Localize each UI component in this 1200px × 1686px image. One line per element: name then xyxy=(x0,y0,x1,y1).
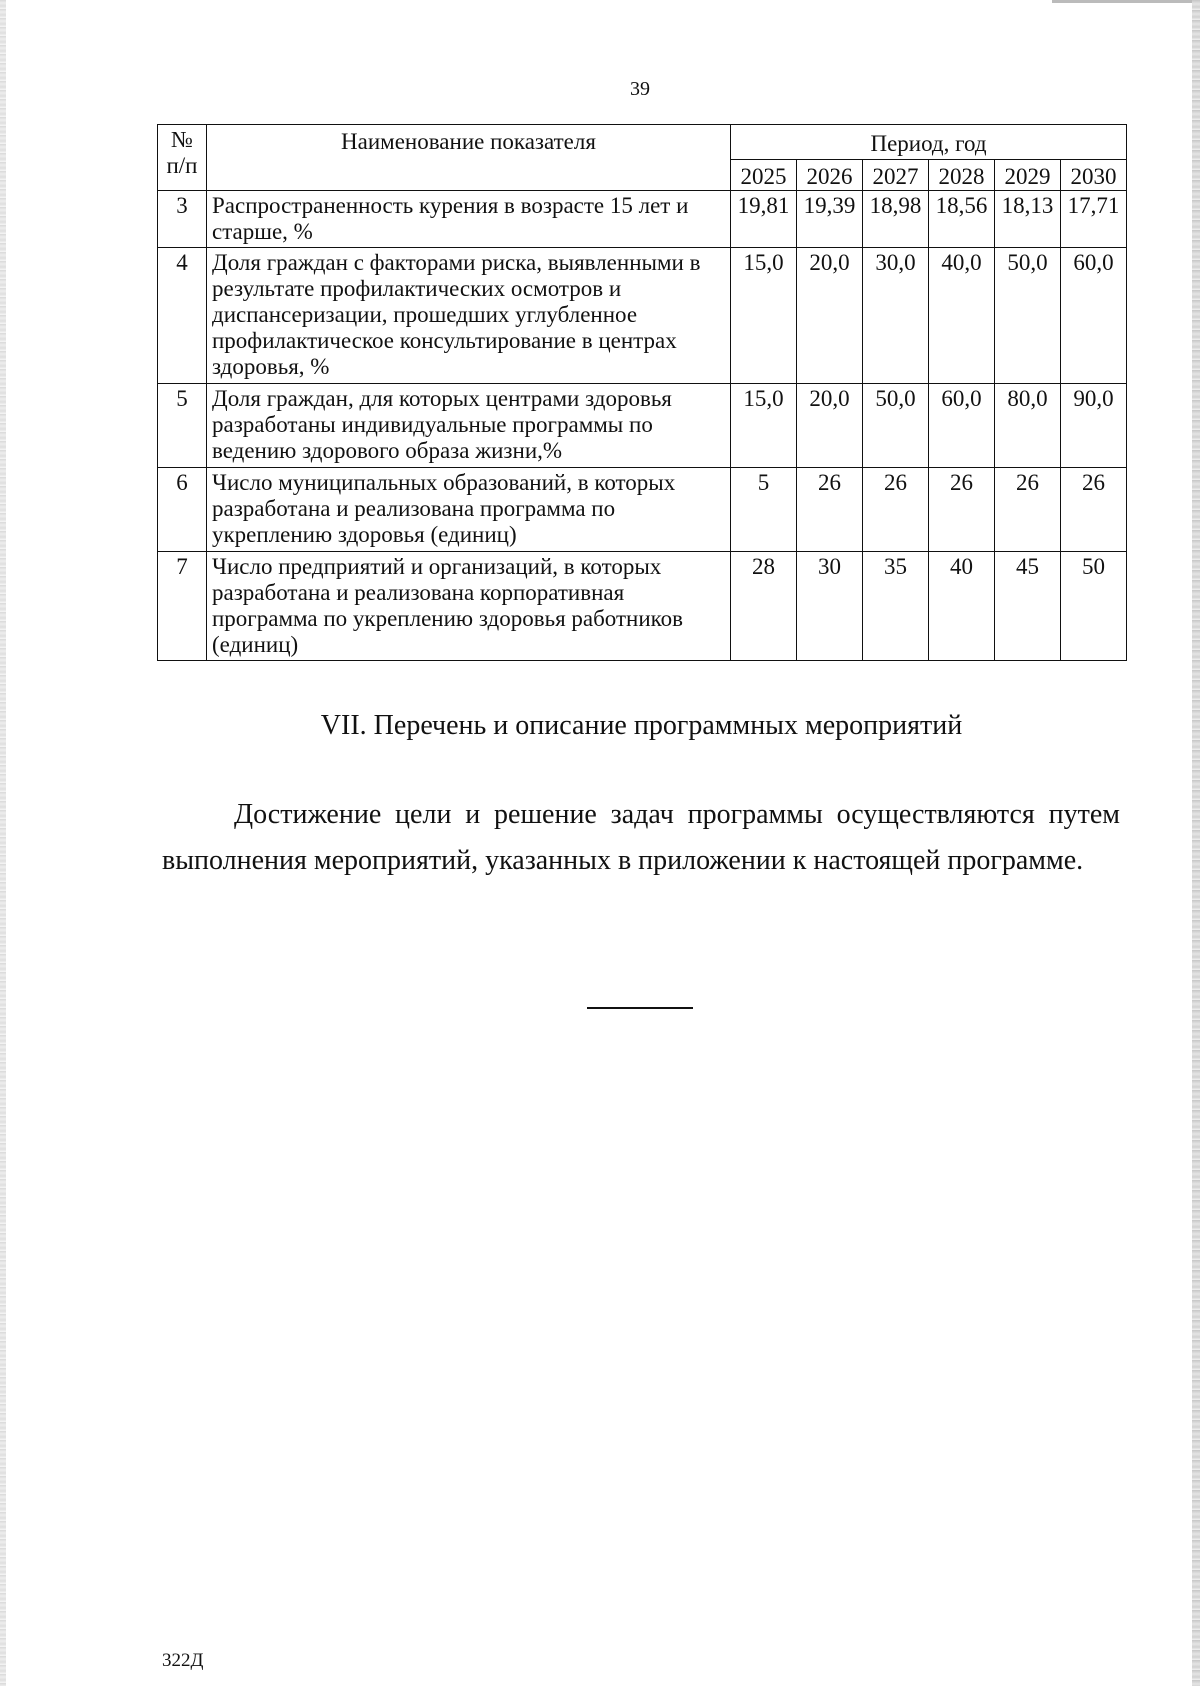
row-num: 7 xyxy=(158,552,207,661)
body-paragraph: Достижение цели и решение задач программы осуществляются путем выполнения мероприятий, указанных в приложении к настоящей программе. xyxy=(162,799,1120,876)
row-value: 40,0 xyxy=(929,248,995,384)
row-value: 50,0 xyxy=(995,248,1061,384)
row-value: 26 xyxy=(929,468,995,552)
row-num: 3 xyxy=(158,191,207,248)
scan-top-edge xyxy=(1052,0,1192,3)
header-year: 2025 xyxy=(731,160,797,191)
row-value: 15,0 xyxy=(731,384,797,468)
scan-edge-left xyxy=(0,0,6,1686)
row-value: 26 xyxy=(863,468,929,552)
row-value: 90,0 xyxy=(1061,384,1127,468)
page-number: 39 xyxy=(630,78,650,100)
document-code: 322Д xyxy=(162,1650,204,1671)
row-value: 30 xyxy=(797,552,863,661)
row-value: 50 xyxy=(1061,552,1127,661)
table-row xyxy=(158,552,1127,661)
row-num: 6 xyxy=(158,468,207,552)
header-year: 2030 xyxy=(1061,160,1127,191)
row-name: Число предприятий и организаций, в которых разработана и реализована корпоративная программа по укреплению здоровья работников (единиц) xyxy=(207,552,731,661)
row-value: 40 xyxy=(929,552,995,661)
row-value: 19,39 xyxy=(797,191,863,248)
row-num: 4 xyxy=(158,248,207,384)
row-value: 26 xyxy=(995,468,1061,552)
row-value: 20,0 xyxy=(797,384,863,468)
scan-edge-right xyxy=(1192,0,1200,1686)
row-value: 30,0 xyxy=(863,248,929,384)
section-heading: VII. Перечень и описание программных мероприятий xyxy=(320,710,963,741)
row-name: Доля граждан с факторами риска, выявленными в результате профилактических осмотров и диспансеризации, прошедших углубленное профилактическое консультирование в центрах здоровья, % xyxy=(207,248,731,384)
indicators-table xyxy=(157,124,1127,661)
row-value: 19,81 xyxy=(731,191,797,248)
row-value: 18,56 xyxy=(929,191,995,248)
row-value: 50,0 xyxy=(863,384,929,468)
table-row xyxy=(158,248,1127,384)
row-num: 5 xyxy=(158,384,207,468)
row-value: 80,0 xyxy=(995,384,1061,468)
table-row xyxy=(158,384,1127,468)
row-name: Распространенность курения в возрасте 15 лет и старше, % xyxy=(207,191,731,248)
row-value: 26 xyxy=(797,468,863,552)
header-num: № п/п xyxy=(158,125,207,191)
row-value: 17,71 xyxy=(1061,191,1127,248)
header-year: 2026 xyxy=(797,160,863,191)
row-value: 18,98 xyxy=(863,191,929,248)
header-name: Наименование показателя xyxy=(207,125,731,191)
header-year: 2028 xyxy=(929,160,995,191)
header-period: Период, год xyxy=(731,125,1127,160)
row-value: 20,0 xyxy=(797,248,863,384)
row-value: 15,0 xyxy=(731,248,797,384)
row-value: 26 xyxy=(1061,468,1127,552)
row-value: 60,0 xyxy=(929,384,995,468)
row-value: 35 xyxy=(863,552,929,661)
end-divider xyxy=(587,1007,693,1009)
row-value: 60,0 xyxy=(1061,248,1127,384)
row-value: 18,13 xyxy=(995,191,1061,248)
row-value: 45 xyxy=(995,552,1061,661)
table-row xyxy=(158,191,1127,248)
header-year: 2029 xyxy=(995,160,1061,191)
table-row xyxy=(158,468,1127,552)
row-value: 28 xyxy=(731,552,797,661)
row-value: 5 xyxy=(731,468,797,552)
table-header-row xyxy=(158,125,1127,160)
row-name: Число муниципальных образований, в которых разработана и реализована программа по укреплению здоровья (единиц) xyxy=(207,468,731,552)
header-year: 2027 xyxy=(863,160,929,191)
row-name: Доля граждан, для которых центрами здоровья разработаны индивидуальные программы по ведению здорового образа жизни,% xyxy=(207,384,731,468)
